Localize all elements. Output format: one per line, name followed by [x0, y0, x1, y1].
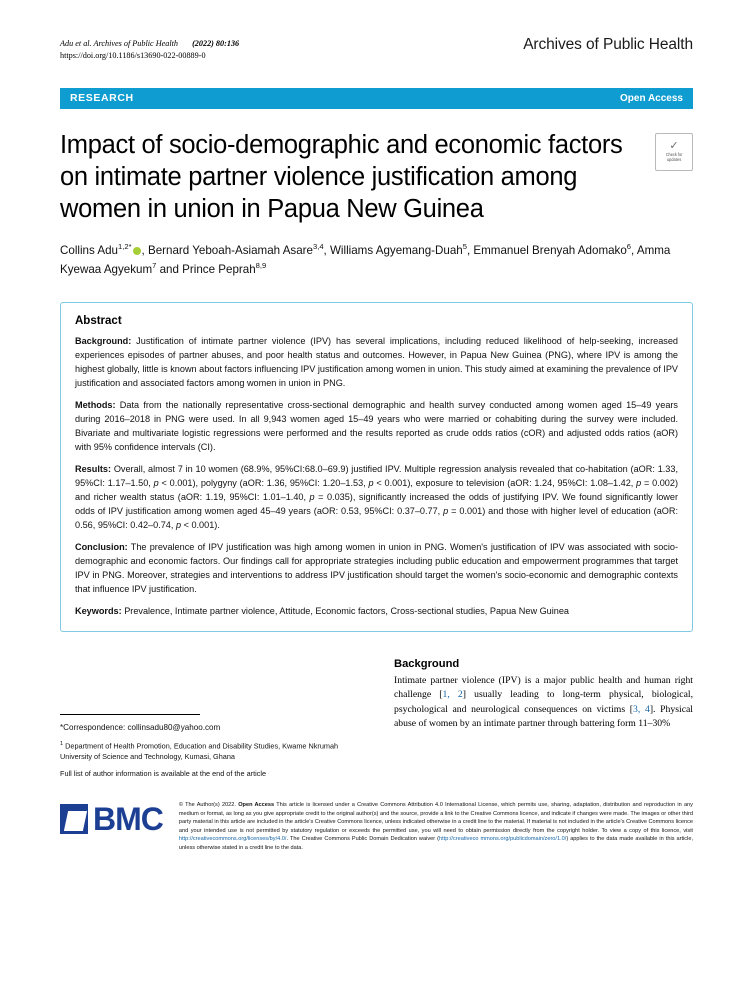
author-name[interactable]: Collins Adu — [60, 244, 119, 258]
correspondence-email[interactable]: collinsadu80@yahoo.com — [125, 722, 221, 732]
open-access-label: Open Access — [620, 92, 683, 104]
license-part: ) applies to the data made available in this article, unless otherwise stated in a credit line to the data. — [178, 836, 694, 851]
page-footer — [60, 799, 693, 852]
citation-ref-link[interactable]: 1, 2 — [442, 689, 463, 701]
check-icon: ✓ — [669, 140, 679, 153]
doi-line[interactable]: https://doi.org/10.1186/s13690-022-00889-0 — [60, 50, 206, 60]
abstract-background-label: Background: — [75, 335, 132, 346]
correspondence-label: *Correspondence: — [60, 722, 126, 732]
correspondence-block — [60, 722, 370, 734]
page-header — [60, 0, 693, 62]
p-value-italic: p — [153, 477, 159, 488]
abstract-methods — [75, 398, 678, 454]
author-affil-marker: 3,4 — [312, 242, 324, 252]
author-name[interactable]: , Emmanuel Brenyah Adomako — [466, 244, 627, 258]
bmc-wordmark: BMC — [93, 801, 163, 838]
license-open-access: Open Access — [238, 802, 275, 809]
author-name[interactable]: , Amma Kyewaa Agyekum — [60, 244, 671, 277]
abstract-methods-text: Data from the nationally representative cross-sectional demographic and health survey conducted among women aged 15–49 years during 2016–2018 in PNG were used. In all 9,943 women aged 15–49 years who were married or cohabiting during the survey were included. Bivariate and multivariate logistic regressions were performed and the results reported as crude odds ratios (cOR) and adjusted odds ratios (aOR) with 95% confidence intervals (CI). — [75, 399, 678, 452]
author-affil-marker: 1,2* — [118, 242, 132, 252]
affiliation-block — [60, 740, 370, 763]
license-part: . The Creative Commons Public Domain Dedication waiver ( — [286, 836, 439, 843]
author-affil-marker: 7 — [152, 261, 157, 271]
p-value-italic: p — [443, 505, 449, 516]
abstract-results-label: Results: — [75, 463, 112, 474]
crossmark-badge[interactable] — [655, 133, 693, 171]
p-value-italic: p — [636, 477, 642, 488]
abstract-results — [75, 462, 678, 532]
citation-ref-link[interactable]: 3, 4 — [633, 703, 650, 715]
abstract-box — [60, 302, 693, 632]
abstract-methods-label: Methods: — [75, 399, 116, 410]
abstract-heading: Abstract — [75, 314, 122, 327]
bmc-mark-icon — [60, 804, 88, 834]
abstract-conclusion — [75, 540, 678, 596]
abstract-results-text: < 0.001), exposure to television (aOR: 1.24, 95%CI: 1.08–1.42, — [373, 477, 637, 488]
abstract-conclusion-label: Conclusion: — [75, 541, 128, 552]
license-text — [179, 799, 693, 852]
abstract-results-text: = 0.001) and those with higher level of education (aOR: 0.56, 95%CI: 0.42–0.74, — [75, 505, 678, 530]
license-part: This article is licensed under a Creative Commons Attribution 4.0 International License, which permits use, sharing, adaptation, distribution and reproduction in any medium or format, as long as you give appropriate credit to the original author(s) and the source, provide a link to the Creative Commons licence, and indicate if changes were made. The images or other third party material in this article are included in the article's Creative Commons licence, unless indicated otherwise in a credit line to the material. If material is not included in the article's Creative Commons licence and your intended use is not permitted by statutory regulation or exceeds the permitted use, you will need to obtain permission directly from the copyright holder. To view a copy of this licence, visit — [178, 802, 693, 834]
background-column — [394, 658, 693, 780]
author-affil-marker: 6 — [626, 242, 632, 252]
crossmark-line2: updates — [666, 157, 682, 163]
correspondence-column — [60, 658, 370, 780]
abstract-keywords — [75, 604, 678, 618]
license-waiver-link[interactable]: http://creativeco mmons.org/publicdomain/zero/1.0/ — [438, 836, 567, 843]
abstract-results-text: < 0.001), polygyny (aOR: 1.36, 95%CI: 1.20–1.53, — [158, 477, 369, 488]
background-paragraph — [394, 674, 693, 732]
background-text: ] usually leading to long-term physical, biological, psychological and neurological consequences on victims [ — [394, 689, 693, 715]
abstract-results-text: < 0.001). — [181, 519, 220, 530]
abstract-background-text: Justification of intimate partner violence (IPV) has several implications, including reduced likelihood of help-seeking, increased experiences episodes of partner abuses, and poor health status and outcomes. However, in Papua New Guinea (PNG), where IPV is among the highest globally, little is known about factors influencing IPV justification among women in union. This study aimed at examining the prevalence of IPV justification and associated factors among women in union in PNG. — [75, 335, 678, 388]
p-value-italic: p — [175, 519, 182, 530]
orcid-icon[interactable] — [133, 247, 141, 255]
abstract-results-text: = 0.002) and richer wealth status (aOR: 1.19, 95%CI: 1.01–1.40, — [75, 477, 678, 502]
journal-title: Archives of Public Health — [523, 36, 693, 53]
article-type-label: RESEARCH — [70, 92, 134, 105]
page-title: Impact of socio-demographic and economic factors on intimate partner violence justification among women in union in Papua New Guinea — [60, 130, 623, 224]
lower-columns — [60, 658, 693, 780]
citation-line: Adu et al. Archives of Public Health — [60, 39, 179, 48]
keywords-label: Keywords: — [75, 605, 122, 616]
abstract-conclusion-text: The prevalence of IPV justification was high among women in union in PNG. Women's justification of IPV was associated with socio-demographic and economic factors. Our findings call for appropriate strategies including public education and empowerment programmes that target IPV in PNG. Moreover, strategies and interventions to address IPV justification should target the women's socio-economic and demographic contexts that influence IPV justification. — [75, 541, 678, 594]
author-name[interactable]: , Bernard Yeboah-Asiamah Asare — [141, 244, 313, 258]
keywords-text: Prevalence, Intimate partner violence, Attitude, Economic factors, Cross-sectional studies, Papua New Guinea — [121, 605, 570, 616]
background-heading: Background — [394, 657, 460, 670]
affiliation-marker: 1 — [60, 740, 64, 747]
background-text: Intimate partner violence (IPV) is a major public health and human right challenge [ — [394, 674, 693, 701]
license-part: © The Author(s) 2022. — [178, 802, 239, 809]
author-name[interactable]: , Williams Agyemang-Duah — [323, 244, 463, 258]
citation-volume: (2022) 80:136 — [192, 39, 240, 48]
affiliation-text: Department of Health Promotion, Education and Disability Studies, Kwame Nkrumah University of Science and Technology, Kumasi, Ghana — [60, 741, 339, 761]
abstract-results-text: Overall, almost 7 in 10 women (68.9%, 95%CI:68.0–69.9) justified IPV. Multiple regression analysis revealed that co-habitation (aOR: 1.33, 95%CI: 1.17–1.50, — [75, 463, 678, 488]
article-type-bar — [60, 88, 693, 109]
abstract-results-text: = 0.035), significantly increased the odds of justifying IPV. We found significantly lower odds of IPV justification among women aged 45–49 years (aOR: 0.53, 95%CI: 0.37–0.77, — [75, 491, 679, 516]
p-value-italic: p — [309, 491, 315, 502]
divider — [60, 714, 200, 715]
author-info-note: Full list of author information is available at the end of the article — [60, 768, 267, 778]
p-value-italic: p — [368, 477, 374, 488]
author-list — [60, 241, 680, 279]
license-url-link[interactable]: http://creativecommons.org/licenses/by/4.0/ — [178, 836, 287, 843]
citation-block — [60, 38, 239, 62]
author-affil-marker: 8,9 — [255, 261, 267, 271]
title-row — [60, 129, 693, 225]
author-affil-marker: 5 — [462, 242, 467, 252]
abstract-background — [75, 334, 678, 390]
bmc-logo — [60, 799, 163, 838]
author-name[interactable]: and Prince Peprah — [156, 263, 256, 277]
crossmark-line1: Check for — [665, 152, 683, 158]
background-text: ]. Physical abuse of women by an intimate partner through battering form 11–30% — [394, 703, 693, 730]
